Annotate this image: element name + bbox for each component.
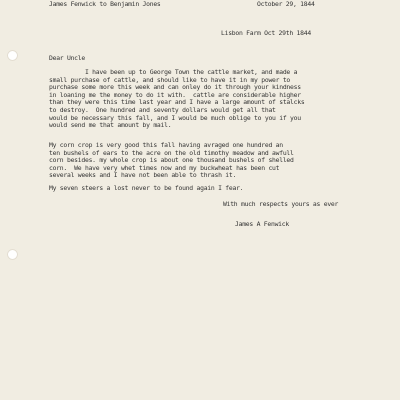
- signature: James A Fenwick: [235, 220, 289, 228]
- binder-hole-bottom: [7, 249, 18, 260]
- paragraph-corn: [49, 142, 379, 180]
- paragraph-cattle: [49, 69, 379, 130]
- binder-hole-top: [7, 50, 18, 61]
- text-line: My corn crop is very good this fall having avraged one hundred an: [49, 141, 283, 149]
- place-and-date: Lisbon Farm Oct 29th 1844: [221, 29, 311, 37]
- header-correspondents: James Fenwick to Benjamin Jones: [49, 0, 161, 8]
- text-line: would send me that amount by mail.: [49, 121, 172, 130]
- text-line: small purchase of cattle, and should like to have it in my power to: [49, 75, 291, 84]
- text-line: I have been up to George Town the cattle market, and made a: [49, 68, 298, 76]
- text-line: My seven steers a lost never to be found again I fear.: [49, 184, 244, 192]
- header-date: October 29, 1844: [257, 0, 315, 8]
- text-line: purchase some more this week and can onley do it through your kindness: [49, 83, 301, 92]
- text-line: would be necessary this fall, and I would be much oblige to you if you: [49, 113, 301, 122]
- text-line: several weeks and I have not been able to thrash it.: [49, 171, 237, 180]
- closing: With much respects yours as ever: [223, 200, 339, 208]
- salutation: Dear Uncle: [49, 54, 85, 62]
- text-line: corn besides. my whole crop is about one thousand bushels of shelled: [49, 156, 294, 165]
- text-line: in loaning me the money to do it with. cattle are considerable higher: [49, 90, 301, 99]
- paragraph-steers: [49, 185, 379, 193]
- text-line: ten bushels of ears to the acre on the old timothy meadow and awfull: [49, 148, 294, 157]
- text-line: to destroy. One hundred and seventy dollars would get all that: [49, 105, 276, 114]
- text-line: corn. We have very whet times now and my buckwheat has been cut: [49, 163, 280, 172]
- text-line: than they were this time last year and I have a large amount of stalcks: [49, 98, 305, 107]
